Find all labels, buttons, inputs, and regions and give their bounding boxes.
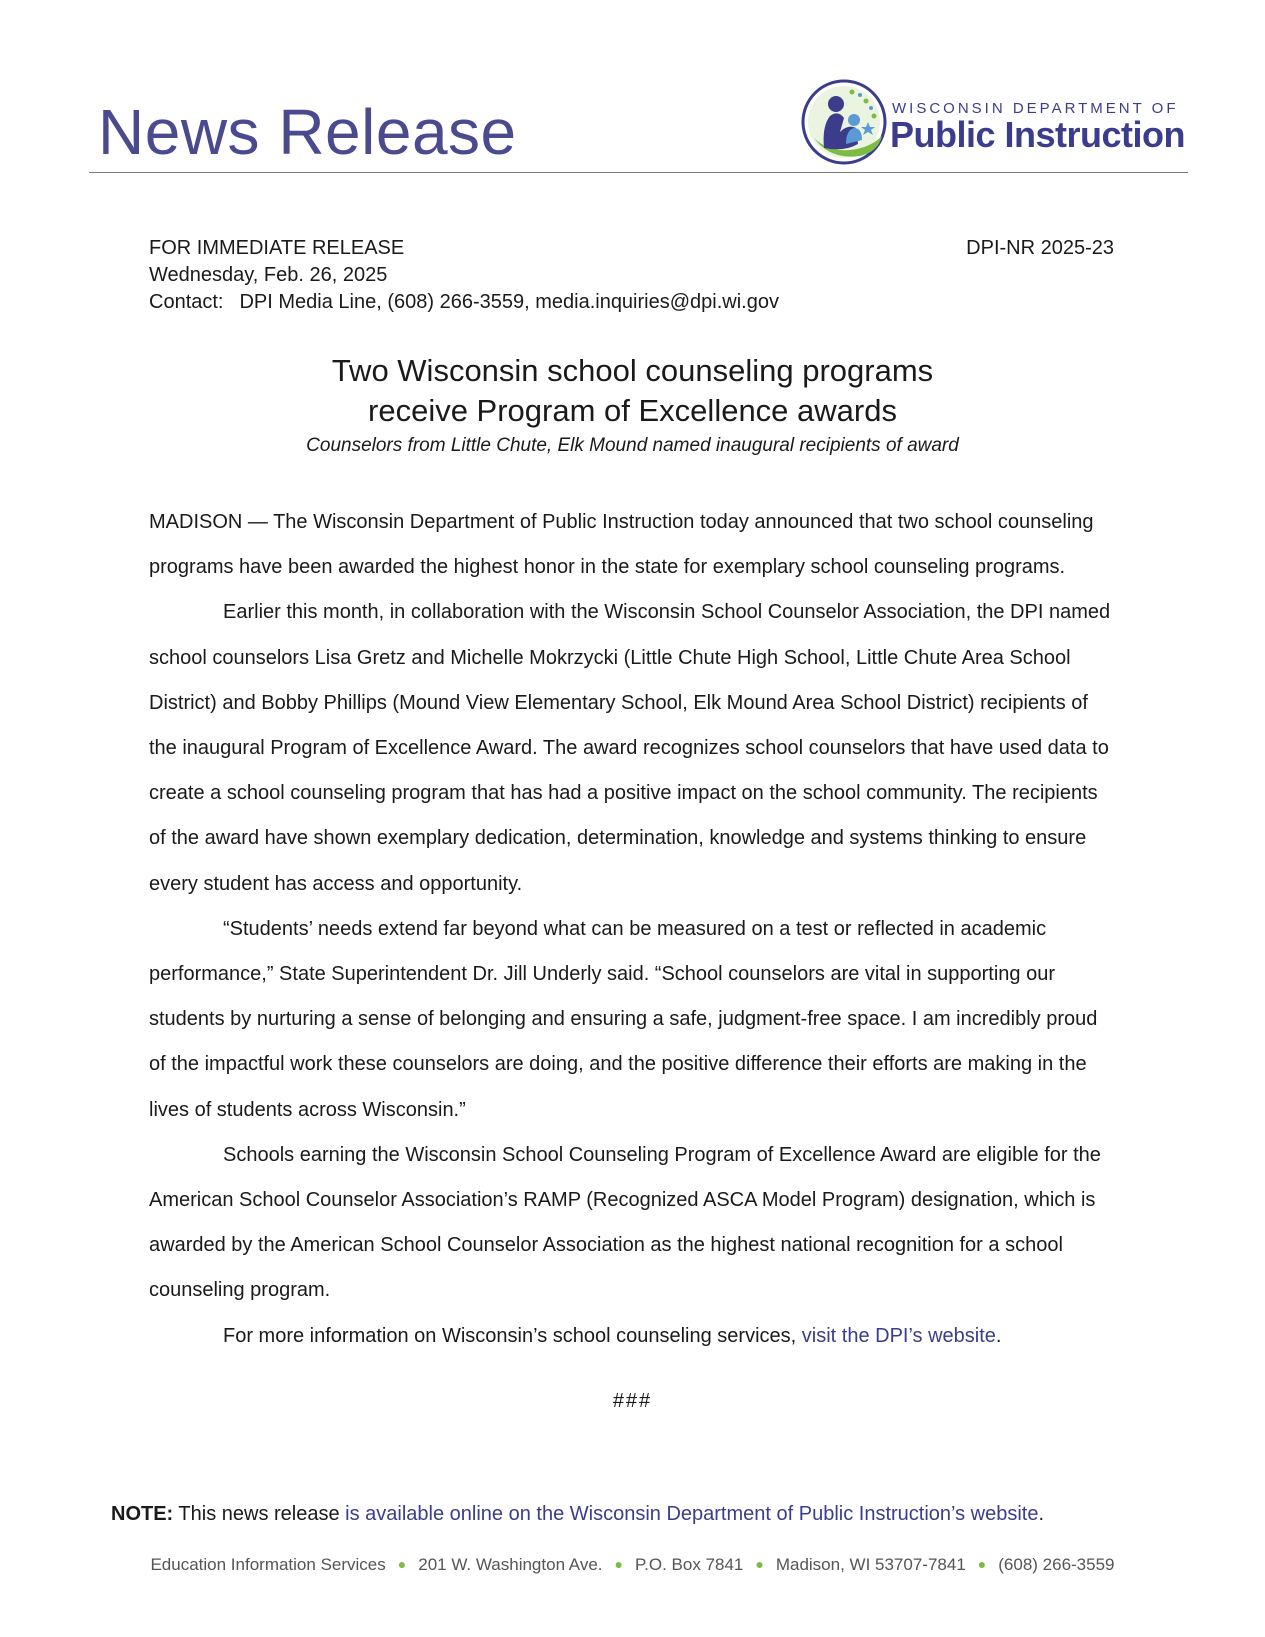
bullet-icon: ● [397,1556,407,1572]
paragraph-5-text: For more information on Wisconsin’s school counseling services, [223,1324,802,1347]
footer-address [0,1555,1265,1575]
logo-department-label: WISCONSIN DEPARTMENT OF [892,100,1179,117]
paragraph-5 [149,1314,1115,1359]
note-suffix: . [1038,1503,1045,1525]
note [111,1503,1044,1526]
release-contact [149,289,779,316]
paragraph-1: MADISON — The Wisconsin Department of Public Instruction today announced that two school counseling programs have been awarded the highest honor in the state for exemplary school counseling programs. [149,511,1094,579]
note-text: This news release [173,1503,346,1525]
bullet-icon: ● [614,1556,623,1572]
bullet-icon: ● [977,1556,987,1572]
release-number: DPI-NR 2025-23 [966,237,1114,259]
footer-city: Madison, WI 53707-7841 [775,1555,966,1574]
footer-street: 201 W. Washington Ave. [418,1555,603,1574]
paragraph-3: “Students’ needs extend far beyond what can be measured on a test or reflected in academic performance,” State Superintendent Dr. Jill Underly said. “School counselors are vital in supporting our students by nurturing a sense of belonging and ensuring a safe, judgment-free space. I am incredibly proud of the impactful work these counselors are doing, and the positive difference their efforts are making in the lives of students across Wisconsin.” [149,917,1098,1121]
contact-label: Contact: [149,291,224,313]
logo-agency-name: Public Instruction [890,114,1186,155]
end-mark: ### [612,1390,653,1412]
footer-po-box: P.O. Box 7841 [634,1555,744,1574]
footer-office: Education Information Services [150,1555,386,1574]
footer-phone: (608) 266-3559 [998,1555,1115,1574]
headline-line-2: receive Program of Excellence awards [368,393,897,428]
masthead-title: News Release [98,96,517,168]
dpi-logo[interactable] [800,78,1190,170]
dpi-website-link[interactable]: visit the DPI’s website [801,1324,996,1347]
dpi-logo-emblem-icon [800,78,888,166]
paragraph-5-suffix: . [995,1324,1002,1347]
note-label: NOTE: [111,1503,174,1525]
release-date: Wednesday, Feb. 26, 2025 [149,264,388,286]
subheadline: Counselors from Little Chute, Elk Mound named inaugural recipients of award [306,435,959,456]
paragraph-2: Earlier this month, in collaboration with the Wisconsin School Counselor Association, the DPI named school counselors Lisa Gretz and Michelle Mokrzycki (Little Chute High School, Little Chute Area School District) and Bobby Phillips (Mound View Elementary School, Elk Mound Area School District) recipients of the inaugural Program of Excellence Award. The award recognizes school counselors that have used data to create a school counseling program that has had a positive impact on the school community. The recipients of the award have shown exemplary dedication, determination, knowledge and systems thinking to ensure every student has access and opportunity. [149,601,1111,895]
online-release-link[interactable]: is available online on the Wisconsin Department of Public Instruction’s website [345,1503,1039,1525]
release-status: FOR IMMEDIATE RELEASE [149,237,405,259]
article-body [149,500,1115,1359]
bullet-icon: ● [755,1556,764,1572]
headline-line-1: Two Wisconsin school counseling programs [331,353,934,388]
header-divider [89,172,1188,173]
paragraph-4: Schools earning the Wisconsin School Counseling Program of Excellence Award are eligible for the American School Counselor Association’s RAMP (Recognized ASCA Model Program) designation, which is awarded by the American School Counselor Association as the highest national recognition for a school counseling program. [149,1143,1101,1302]
contact-value: DPI Media Line, (608) 266-3559, media.inquiries@dpi.wi.gov [239,291,779,313]
